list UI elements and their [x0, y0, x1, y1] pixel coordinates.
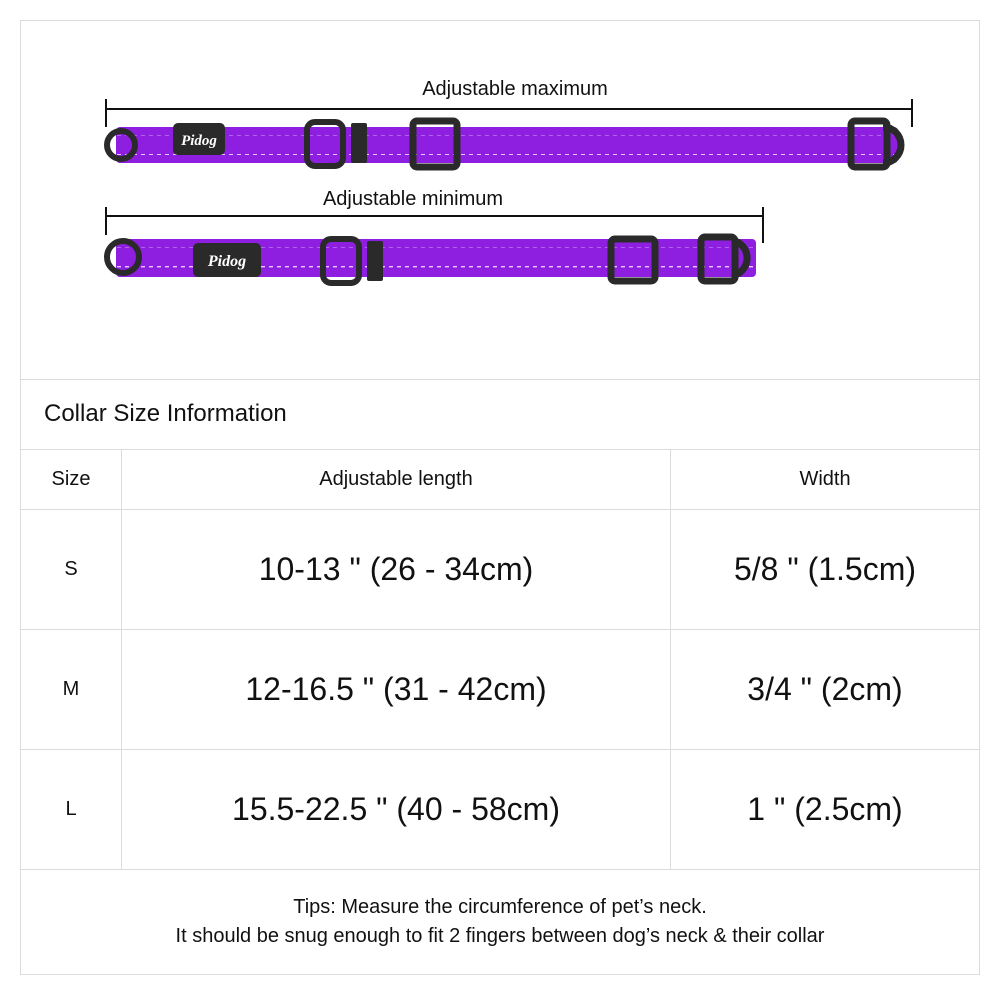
svg-text:Pidog: Pidog — [181, 133, 217, 149]
row-s-size: S — [64, 557, 78, 580]
min-dimension-label: Adjustable minimum — [322, 188, 504, 210]
tips-block — [21, 869, 979, 975]
row-l-width: 1 " (2.5cm) — [747, 790, 903, 827]
max-dimension-line — [106, 99, 912, 127]
header-length: Adjustable length — [319, 467, 473, 490]
row-l-length: 15.5-22.5 " (40 - 58cm) — [232, 790, 560, 827]
collar-illustration — [21, 21, 979, 379]
row-m-width: 3/4 " (2cm) — [747, 670, 903, 707]
collar-diagram — [21, 21, 979, 379]
section-title: Collar Size Information — [44, 400, 287, 427]
row-l-size: L — [65, 797, 77, 820]
size-chart-card — [20, 20, 980, 975]
row-m-size: M — [62, 677, 80, 700]
row-s-width: 5/8 " (1.5cm) — [733, 550, 917, 587]
tips-line-1: Tips: Measure the circumference of pet’s neck. — [293, 896, 707, 918]
tips-line-2: It should be snug enough to fit 2 fingers between dog’s neck & their collar — [175, 925, 825, 947]
row-s-length: 10-13 " (26 - 34cm) — [258, 550, 534, 587]
row-m-length: 12-16.5 " (31 - 42cm) — [245, 670, 547, 707]
header-size: Size — [51, 467, 91, 490]
collar-max — [107, 121, 901, 167]
svg-text:Pidog: Pidog — [207, 253, 247, 270]
header-width: Width — [799, 467, 851, 490]
min-dimension-line — [106, 207, 763, 243]
collar-min — [107, 237, 756, 283]
max-dimension-label: Adjustable maximum — [422, 78, 608, 100]
